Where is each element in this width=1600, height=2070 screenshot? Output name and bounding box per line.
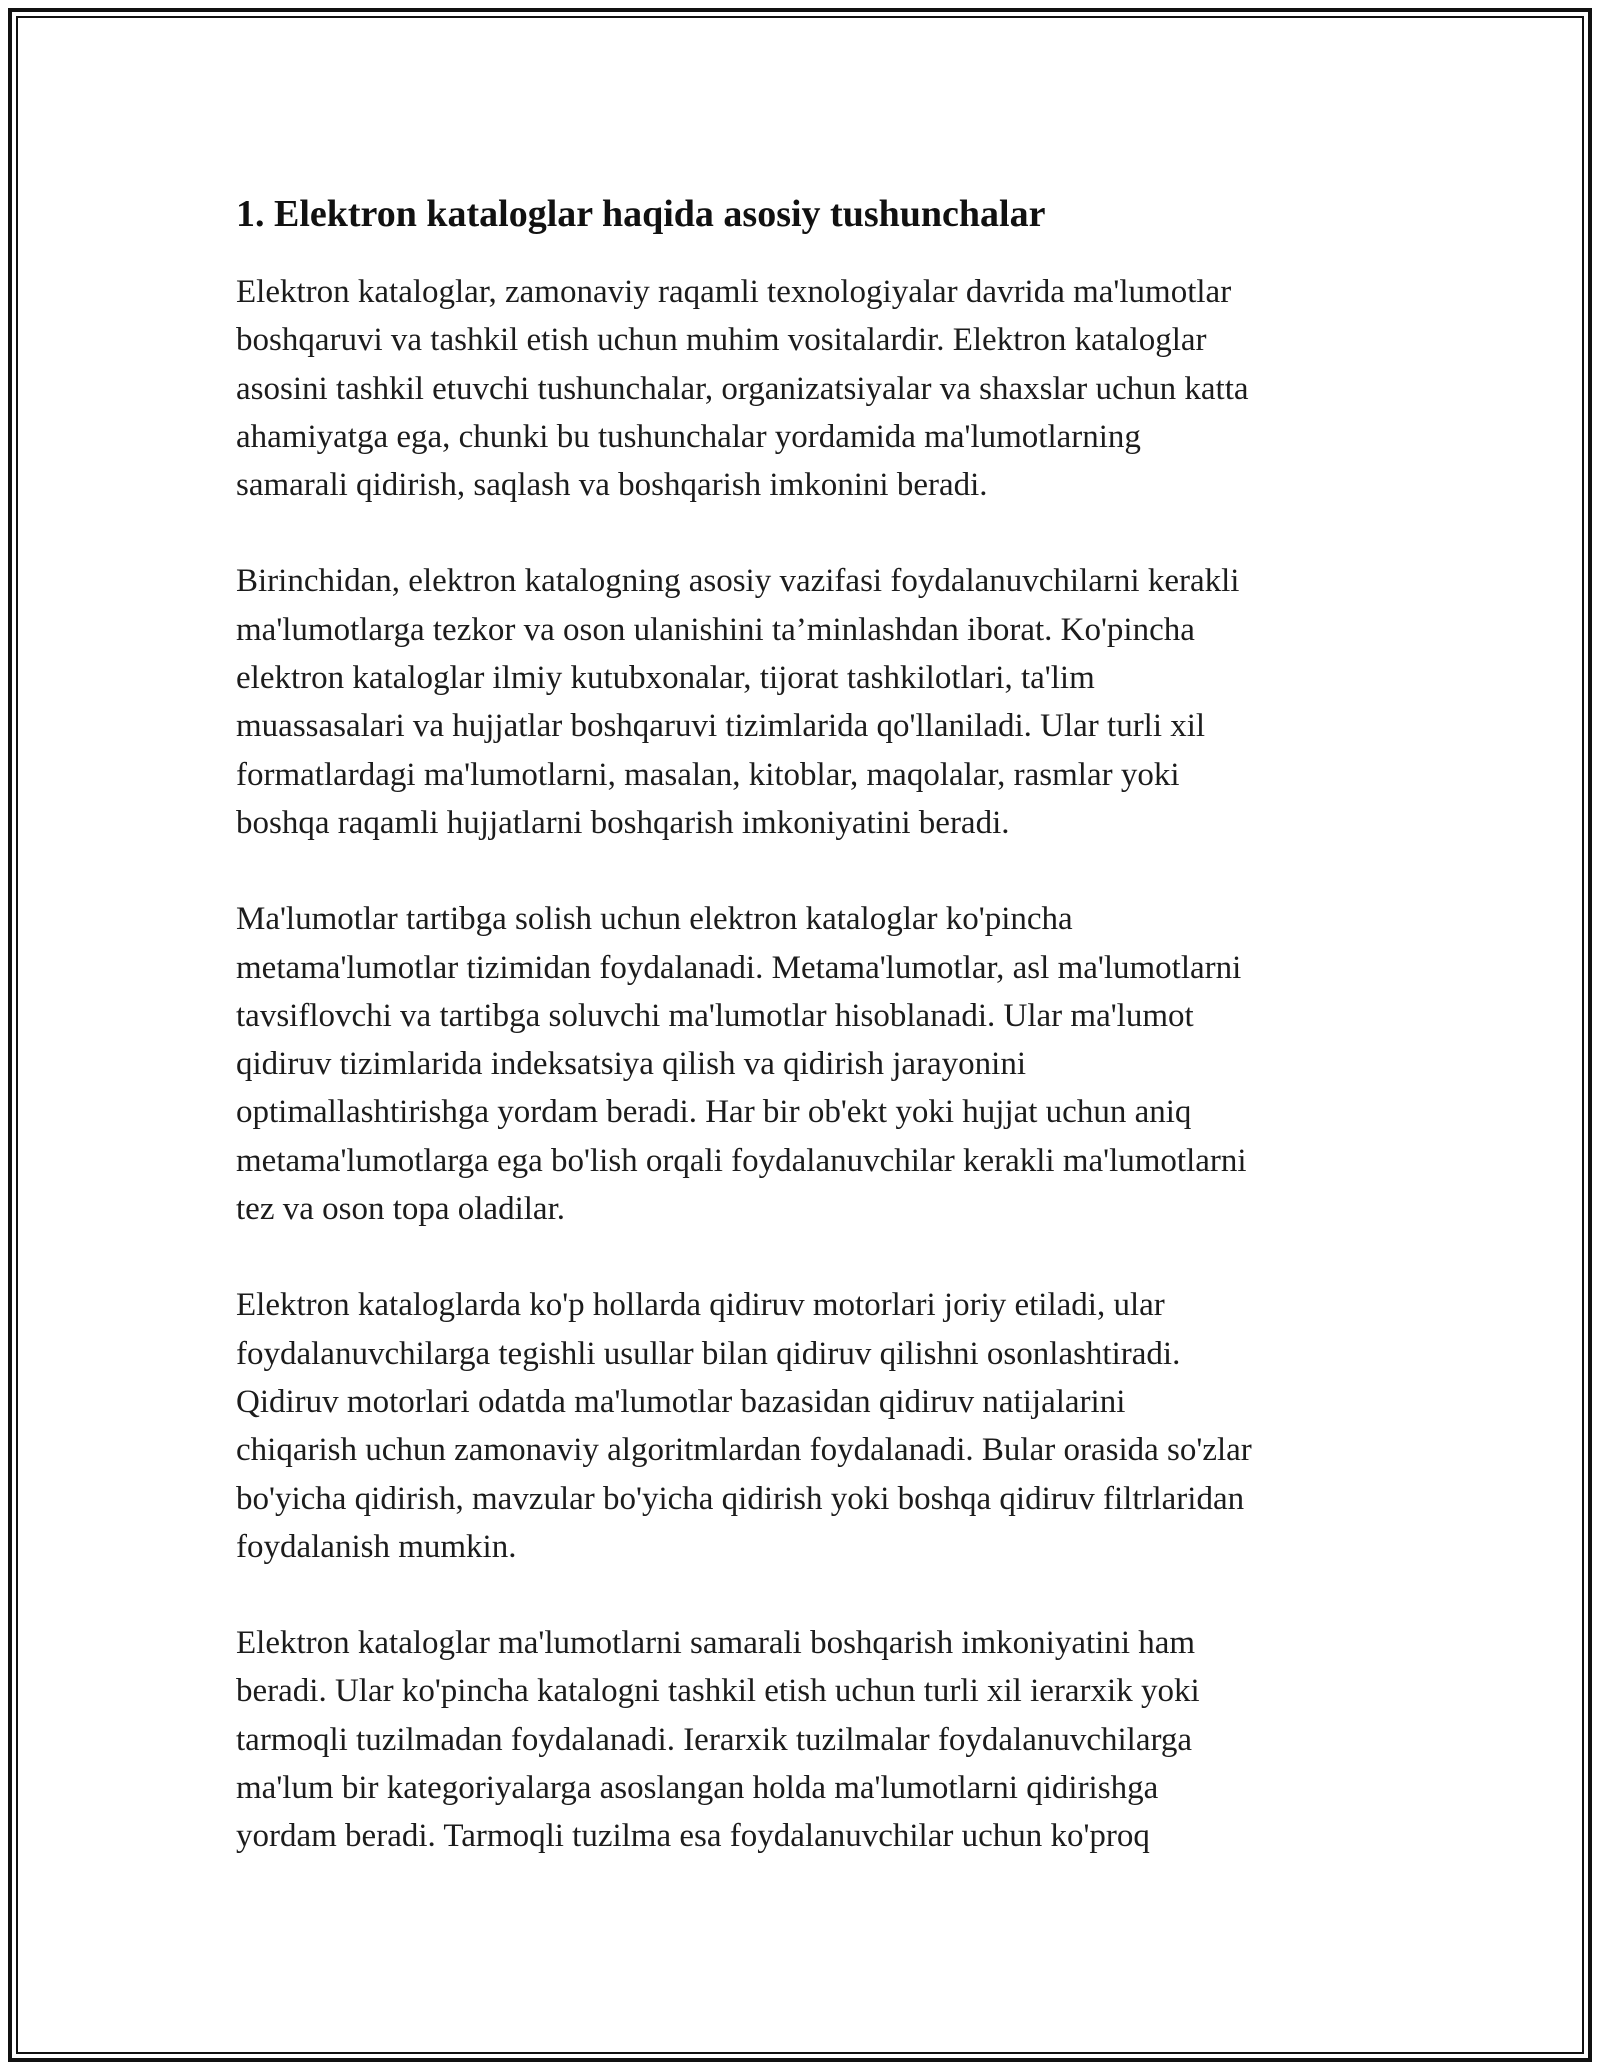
paragraph-line: metama'lumotlar tizimidan foydalanadi. Metama'lumotlar, asl ma'lumotlarni bbox=[236, 949, 1242, 986]
paragraph-line: formatlardagi ma'lumotlarni, masalan, kitoblar, maqolalar, rasmlar yoki bbox=[236, 756, 1180, 793]
paragraph-line: tarmoqli tuzilmadan foydalanadi. Ierarxik tuzilmalar foydalanuvchilarga bbox=[236, 1721, 1193, 1758]
paragraph-line: Birinchidan, elektron katalogning asosiy vazifasi foydalanuvchilarni kerakli bbox=[236, 563, 1240, 600]
paragraph-5 bbox=[236, 1619, 1376, 1860]
paragraph-line: Elektron kataloglar, zamonaviy raqamli texnologiyalar davrida ma'lumotlar bbox=[236, 274, 1232, 310]
paragraph-line: asosini tashkil etuvchi tushunchalar, organizatsiyalar va shaxslar uchun katta bbox=[236, 370, 1249, 407]
paragraph-line: yordam beradi. Tarmoqli tuzilma esa foydalanuvchilar uchun ko'proq bbox=[236, 1818, 1150, 1855]
paragraph-line: boshqaruvi va tashkil etish uchun muhim vositalardir. Elektron kataloglar bbox=[236, 322, 1207, 359]
paragraph-line: tavsiflovchi va tartibga soluvchi ma'lumotlar hisoblanadi. Ular ma'lumot bbox=[236, 997, 1194, 1034]
paragraph-line: Ma'lumotlar tartibga solish uchun elektron kataloglar ko'pincha bbox=[236, 901, 1073, 938]
paragraph-line: samarali qidirish, saqlash va boshqarish imkonini beradi. bbox=[236, 467, 988, 504]
document-body bbox=[236, 186, 1376, 1909]
paragraph-line: Elektron kataloglar ma'lumotlarni samarali boshqarish imkoniyatini ham bbox=[236, 1625, 1196, 1662]
paragraph-1 bbox=[236, 268, 1376, 509]
paragraph-line: qidiruv tizimlarida indeksatsiya qilish va qidirish jarayonini bbox=[236, 1046, 1027, 1083]
paragraph-line: ahamiyatga ega, chunki bu tushunchalar yordamida ma'lumotlarning bbox=[236, 418, 1141, 455]
paragraph-line: chiqarish uchun zamonaviy algoritmlardan foydalanadi. Bular orasida so'zlar bbox=[236, 1432, 1252, 1469]
paragraph-3 bbox=[236, 895, 1376, 1233]
paragraph-line: metama'lumotlarga ega bo'lish orqali foydalanuvchilar kerakli ma'lumotlarni bbox=[236, 1142, 1247, 1179]
paragraph-line: Elektron kataloglarda ko'p hollarda qidiruv motorlari joriy etiladi, ular bbox=[236, 1287, 1165, 1324]
paragraph-4 bbox=[236, 1281, 1376, 1571]
paragraph-line: ma'lum bir kategoriyalarga asoslangan holda ma'lumotlarni qidirishga bbox=[236, 1770, 1159, 1807]
paragraph-line: boshqa raqamli hujjatlarni boshqarish imkoniyatini beradi. bbox=[236, 804, 1010, 841]
paragraph-line: foydalanish mumkin. bbox=[236, 1528, 517, 1565]
paragraph-line: elektron kataloglar ilmiy kutubxonalar, tijorat tashkilotlari, ta'lim bbox=[236, 660, 1095, 697]
paragraph-line: tez va oson topa oladilar. bbox=[236, 1191, 565, 1228]
paragraph-line: optimallashtirishga yordam beradi. Har bir ob'ekt yoki hujjat uchun aniq bbox=[236, 1094, 1192, 1131]
paragraph-2 bbox=[236, 557, 1376, 847]
paragraph-line: beradi. Ular ko'pincha katalogni tashkil etish uchun turli xil ierarxik yoki bbox=[236, 1673, 1200, 1710]
section-heading: 1. Elektron kataloglar haqida asosiy tushunchalar bbox=[236, 193, 1046, 235]
paragraph-line: foydalanuvchilarga tegishli usullar bilan qidiruv qilishni osonlashtiradi. bbox=[236, 1335, 1181, 1372]
paragraph-line: muassasalari va hujjatlar boshqaruvi tizimlarida qo'llaniladi. Ular turli xil bbox=[236, 708, 1206, 745]
paragraph-line: Qidiruv motorlari odatda ma'lumotlar bazasidan qidiruv natijalarini bbox=[236, 1383, 1126, 1420]
paragraph-line: ma'lumotlarga tezkor va oson ulanishini ta’minlashdan iborat. Ko'pincha bbox=[236, 611, 1195, 648]
paragraph-line: bo'yicha qidirish, mavzular bo'yicha qidirish yoki boshqa qidiruv filtrlaridan bbox=[236, 1480, 1245, 1517]
